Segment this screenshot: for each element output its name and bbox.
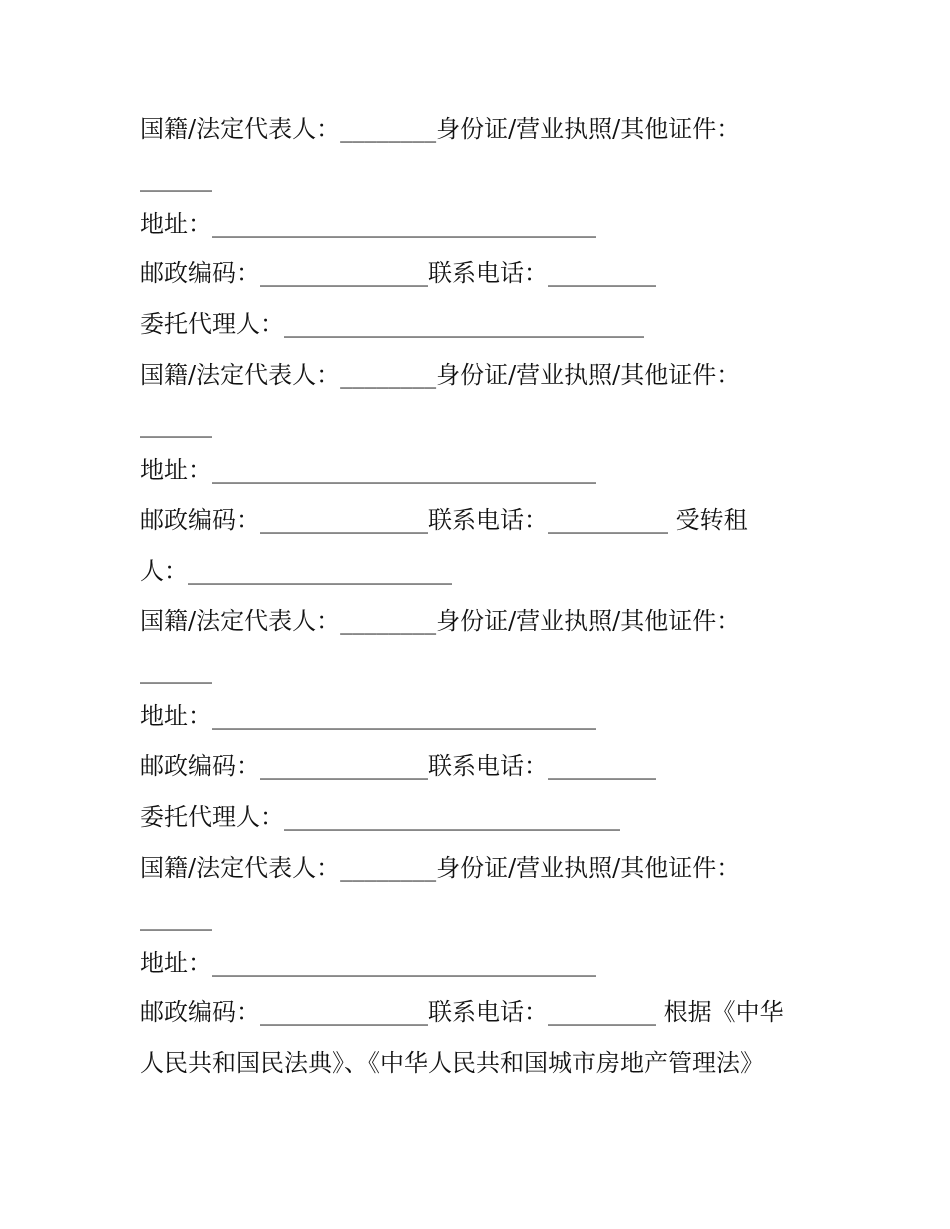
text-line: 地址：________________________________ (140, 949, 596, 977)
text-line: ______ (140, 410, 212, 438)
text-line: 国籍/法定代表人：________身份证/营业执照/其他证件： (140, 607, 741, 635)
text-line: 人：______________________ (140, 557, 452, 585)
text-line: 邮政编码：______________联系电话：_________ (140, 259, 656, 287)
text-line: 地址：________________________________ (140, 702, 596, 730)
text-line: 邮政编码：______________联系电话：__________ 受转租 (140, 506, 748, 534)
text-line: 国籍/法定代表人：________身份证/营业执照/其他证件： (140, 115, 741, 143)
text-line: 邮政编码：______________联系电话：_________ 根据《中华 (140, 998, 784, 1026)
text-line: ______ (140, 164, 212, 192)
text-line: ______ (140, 656, 212, 684)
text-line: 委托代理人：____________________________ (140, 803, 620, 831)
text-line: 国籍/法定代表人：________身份证/营业执照/其他证件： (140, 361, 741, 389)
text-line: 地址：________________________________ (140, 456, 596, 484)
text-line: 国籍/法定代表人：________身份证/营业执照/其他证件： (140, 854, 741, 882)
text-line: 委托代理人：______________________________ (140, 310, 644, 338)
text-line: 人民共和国民法典》、《中华人民共和国城市房地产管理法》 (140, 1049, 764, 1077)
text-line: 邮政编码：______________联系电话：_________ (140, 752, 656, 780)
text-line: ______ (140, 903, 212, 931)
text-line: 地址：________________________________ (140, 210, 596, 238)
